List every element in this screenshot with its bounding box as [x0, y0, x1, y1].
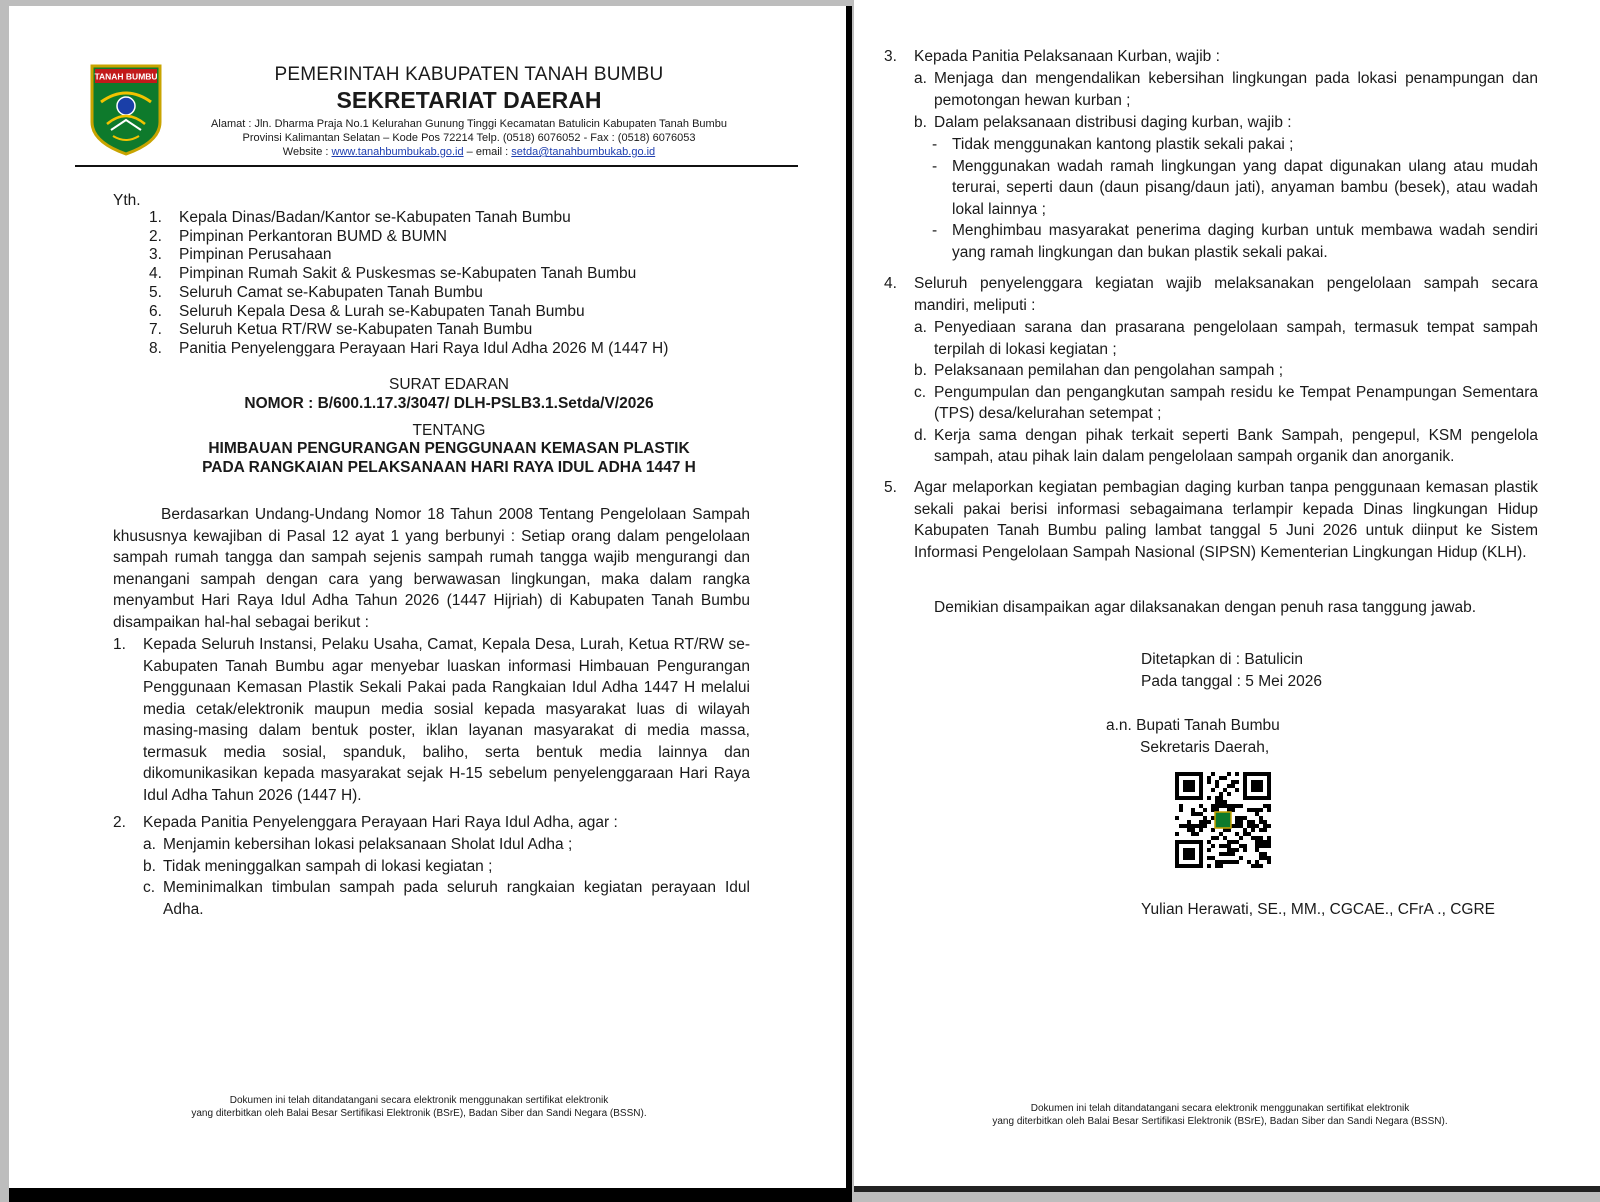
- letterhead-divider: [75, 165, 798, 167]
- list-text: Meminimalkan timbulan sampah pada seluruh rangkaian kegiatan perayaan Idul Adha.: [163, 879, 750, 918]
- point-2-number: 2.: [113, 814, 126, 831]
- list-marker: c.: [914, 383, 927, 401]
- point-5-text: Agar melaporkan kegiatan pembagian daging kurban tanpa penggunaan kemasan plastik sekali pakai berisi informasi sebagaimana terlampir kepada Dinas lingkungan Hidup Kabupaten Tanah Bumbu paling lambat tanggal 5 Juni 2026 untuk diinput ke Sistem Informasi Pengelolaan Sampah Nasional (SIPSN) Kementerian Lingkungan Hidup (KLH).: [914, 479, 1538, 561]
- point-1-text: Kepada Seluruh Instansi, Pelaku Usaha, Camat, Kepala Desa, Lurah, Ketua RT/RW se-Kabupaten Tanah Bumbu agar menyebar luaskan informasi Himbauan Pengurangan Penggunaan Kemasan Plastik Sekali Pakai pada Rangkaian Idul Adha 1447 H melalui media cetak/elektronik maupun media sosial kepada masyarakat luas di wilayah masing-masing dalam bentuk poster, iklan layanan masyarakat di media massa, termasuk media sosial, spanduk, baliho, serta bentuk media lainnya dan dikomunikasikan kepada masyarakat sejak H-15 sebelum penyelenggaraan Hari Raya Idul Adha Tahun 2026 (1447 H).: [143, 636, 750, 804]
- list-text: Tidak menggunakan kantong plastik sekali pakai ;: [952, 136, 1294, 153]
- point-2-sublist: [143, 834, 750, 920]
- recipient-item: [149, 265, 789, 284]
- footer-line-2: yang diterbitkan oleh Balai Besar Sertifikasi Elektronik (BSrE), Badan Siber dan Sandi Negara (BSSN).: [191, 1108, 647, 1119]
- list-text: Pengumpulan dan pengangkutan sampah residu ke Tempat Penampungan Sementara (TPS) desa/kelurahan setempat ;: [934, 383, 1538, 422]
- recipient-name: Pimpinan Perusahaan: [179, 246, 332, 264]
- doc-number: NOMOR : B/600.1.17.3/3047/ DLH-PSLB3.1.Setda/V/2026: [244, 395, 654, 412]
- list-text: Pelaksanaan pemilahan dan pengolahan sampah ;: [934, 362, 1284, 379]
- recipient-item: [149, 321, 789, 340]
- point-3b: [914, 112, 1538, 134]
- list-text: Penyediaan sarana dan prasarana pengelolaan sampah, termasuk tempat sampah terpilah di lokasi kegiatan ;: [934, 319, 1538, 358]
- recipient-item: [149, 284, 789, 303]
- list-text: Tidak meninggalkan sampah di lokasi kegiatan ;: [163, 857, 493, 875]
- point-1-number: 1.: [113, 636, 126, 653]
- point-3: [884, 46, 1538, 68]
- list-marker: b.: [914, 362, 927, 379]
- point-3-number: 3.: [884, 48, 897, 65]
- list-text: Menghimbau masyarakat penerima daging kurban untuk membawa wadah sendiri yang ramah lingkungan dan bukan plastik sekali pakai.: [952, 222, 1538, 261]
- contact-line: [169, 145, 769, 159]
- subject-line-1: HIMBAUAN PENGURANGAN PENGGUNAAN KEMASAN PLASTIK: [208, 440, 690, 457]
- issued-place: Ditetapkan di : Batulicin: [1141, 651, 1303, 668]
- footer-line-2: yang diterbitkan oleh Balai Besar Sertifikasi Elektronik (BSrE), Badan Siber dan Sandi Negara (BSSN).: [992, 1116, 1448, 1127]
- recipient-number: 4.: [149, 265, 162, 283]
- point-4-number: 4.: [884, 275, 897, 292]
- e-signature-notice-2: [920, 1102, 1520, 1128]
- recipient-number: 7.: [149, 321, 162, 339]
- point-4: [884, 273, 1538, 316]
- point-4-text: Seluruh penyelenggara kegiatan wajib melaksanakan pengelolaan sampah secara mandiri, meliputi :: [914, 275, 1538, 314]
- point-3a: [914, 68, 1538, 111]
- list-item: [932, 134, 1538, 156]
- email-link[interactable]: setda@tanahbumbukab.go.id: [511, 146, 656, 158]
- point-3a-marker: a.: [914, 70, 927, 87]
- list-marker: d.: [914, 426, 927, 444]
- list-marker: a.: [914, 319, 927, 336]
- list-item: [914, 425, 1538, 468]
- office-name: SEKRETARIAT DAERAH: [336, 87, 602, 113]
- website-label: Website :: [282, 146, 332, 158]
- list-item: [143, 834, 750, 856]
- point-5: [884, 477, 1538, 563]
- intro-paragraph: Berdasarkan Undang-Undang Nomor 18 Tahun 2008 Tentang Pengelolaan Sampah khususnya kewajiban di Pasal 12 ayat 1 yang berbunyi : Setiap orang dalam pengelolaan sampah rumah tangga dan sampah sejenis sampah rumah tangga wajib mengurangi dan menangani sampah dengan cara yang berwawasan lingkungan, maka dalam rangka menyambut Hari Raya Idul Adha Tahun 2026 (1447 Hijriah) di Kabupaten Tanah Bumbu disampaikan hal-hal sebagai berikut :: [113, 506, 750, 631]
- list-marker: -: [932, 222, 938, 239]
- recipient-name: Seluruh Kepala Desa & Lurah se-Kabupaten Tanah Bumbu: [179, 302, 585, 320]
- point-1: [113, 634, 750, 806]
- website-link[interactable]: www.tanahbumbukab.go.id: [331, 146, 464, 158]
- list-text: Menjamin kebersihan lokasi pelaksanaan Sholat Idul Adha ;: [163, 836, 573, 853]
- list-item: [143, 877, 750, 920]
- footer-line-1: Dokumen ini telah ditandatangani secara elektronik menggunakan sertifikat elektronik: [229, 1095, 609, 1106]
- tanah-bumbu-emblem: [89, 64, 163, 156]
- address-line-2: Provinsi Kalimantan Selatan – Kode Pos 72214 Telp. (0518) 6076052 - Fax : (0518) 6076053: [242, 132, 696, 144]
- footer-line-1: Dokumen ini telah ditandatangani secara elektronik menggunakan sertifikat elektronik: [1030, 1103, 1410, 1114]
- on-behalf-of: a.n. Bupati Tanah Bumbu: [1106, 717, 1280, 734]
- recipient-name: Kepala Dinas/Badan/Kantor se-Kabupaten Tanah Bumbu: [179, 209, 571, 226]
- recipient-item: [149, 228, 789, 247]
- e-signature-notice: [139, 1094, 699, 1120]
- recipient-name: Pimpinan Perkantoran BUMD & BUMN: [179, 227, 447, 245]
- list-marker: -: [932, 136, 938, 153]
- list-item: [932, 220, 1538, 263]
- list-item: [914, 382, 1538, 425]
- recipient-name: Seluruh Ketua RT/RW se-Kabupaten Tanah Bumbu: [179, 321, 533, 339]
- point-3a-text: Menjaga dan mengendalikan kebersihan lingkungan pada lokasi penampungan dan pemotongan hewan kurban ;: [934, 70, 1538, 109]
- recipient-number: 2.: [149, 227, 162, 245]
- recipient-item: [149, 303, 789, 322]
- government-name: PEMERINTAH KABUPATEN TANAH BUMBU: [274, 64, 664, 85]
- document-page-1: [9, 6, 852, 1202]
- recipient-name: Pimpinan Rumah Sakit & Puskesmas se-Kabupaten Tanah Bumbu: [179, 265, 637, 283]
- list-marker: -: [932, 157, 938, 175]
- letterhead: [169, 64, 769, 159]
- point-2-text: Kepada Panitia Penyelenggara Perayaan Hari Raya Idul Adha, agar :: [143, 814, 618, 831]
- recipient-number: 6.: [149, 302, 162, 320]
- point-3b-marker: b.: [914, 114, 927, 131]
- point-5-number: 5.: [884, 479, 897, 496]
- list-text: Menggunakan wadah ramah lingkungan yang dapat digunakan ulang atau mudah terurai, seperti daun (daun pisang/daun jati), anyaman bambu (besek), atau wadah lokal lainnya ;: [952, 157, 1538, 218]
- issued-date: Pada tanggal : 5 Mei 2026: [1141, 673, 1322, 690]
- recipient-name: Panitia Penyelenggara Perayaan Hari Raya Idul Adha 2026 M (1447 H): [179, 339, 669, 357]
- signature-qr-code: [1175, 772, 1271, 868]
- salutation: Yth.: [113, 192, 141, 209]
- recipient-number: 8.: [149, 339, 162, 357]
- recipient-name: Seluruh Camat se-Kabupaten Tanah Bumbu: [179, 283, 483, 301]
- list-item: [914, 317, 1538, 360]
- point-3-text: Kepada Panitia Pelaksanaan Kurban, wajib :: [914, 48, 1220, 65]
- emblem-text: TANAH BUMBU: [94, 71, 158, 82]
- closing-statement: Demikian disampaikan agar dilaksanakan dengan penuh rasa tanggung jawab.: [934, 599, 1477, 616]
- address-line-1: Alamat : Jln. Dharma Praja No.1 Kelurahan Gunung Tinggi Kecamatan Batulicin Kabupaten Tanah Bumbu: [211, 118, 727, 130]
- list-item: [932, 156, 1538, 221]
- list-marker: a.: [143, 836, 156, 853]
- subject-line-2: PADA RANGKAIAN PELAKSANAAN HARI RAYA IDUL ADHA 1447 H: [202, 459, 696, 476]
- list-item: [914, 360, 1538, 382]
- recipient-item: [149, 246, 789, 265]
- recipient-item: [149, 209, 789, 228]
- list-text: Kerja sama dengan pihak terkait seperti Bank Sampah, pengepul, KSM pengelola sampah, atau pihak lain dalam pengelolaan sampah organik dan anorganik.: [934, 426, 1538, 465]
- recipient-list: [149, 209, 789, 359]
- recipient-number: 1.: [149, 209, 162, 226]
- recipient-number: 3.: [149, 246, 162, 264]
- list-item: [143, 856, 750, 878]
- doc-about-label: TENTANG: [412, 422, 486, 439]
- list-marker: c.: [143, 879, 156, 896]
- point-2: [113, 812, 750, 834]
- point-3b-text: Dalam pelaksanaan distribusi daging kurban, wajib :: [934, 114, 1292, 131]
- email-label: – email :: [463, 146, 512, 158]
- point-4-sublist: [914, 317, 1538, 468]
- list-marker: b.: [143, 857, 156, 875]
- doc-type: SURAT EDARAN: [388, 376, 509, 393]
- signer-name: Yulian Herawati, SE., MM., CGCAE., CFrA ., CGRE: [1141, 901, 1496, 918]
- recipient-number: 5.: [149, 283, 162, 301]
- point-3b-sublist: [932, 134, 1538, 263]
- recipient-item: [149, 340, 789, 359]
- signer-position: Sekretaris Daerah,: [1140, 739, 1270, 756]
